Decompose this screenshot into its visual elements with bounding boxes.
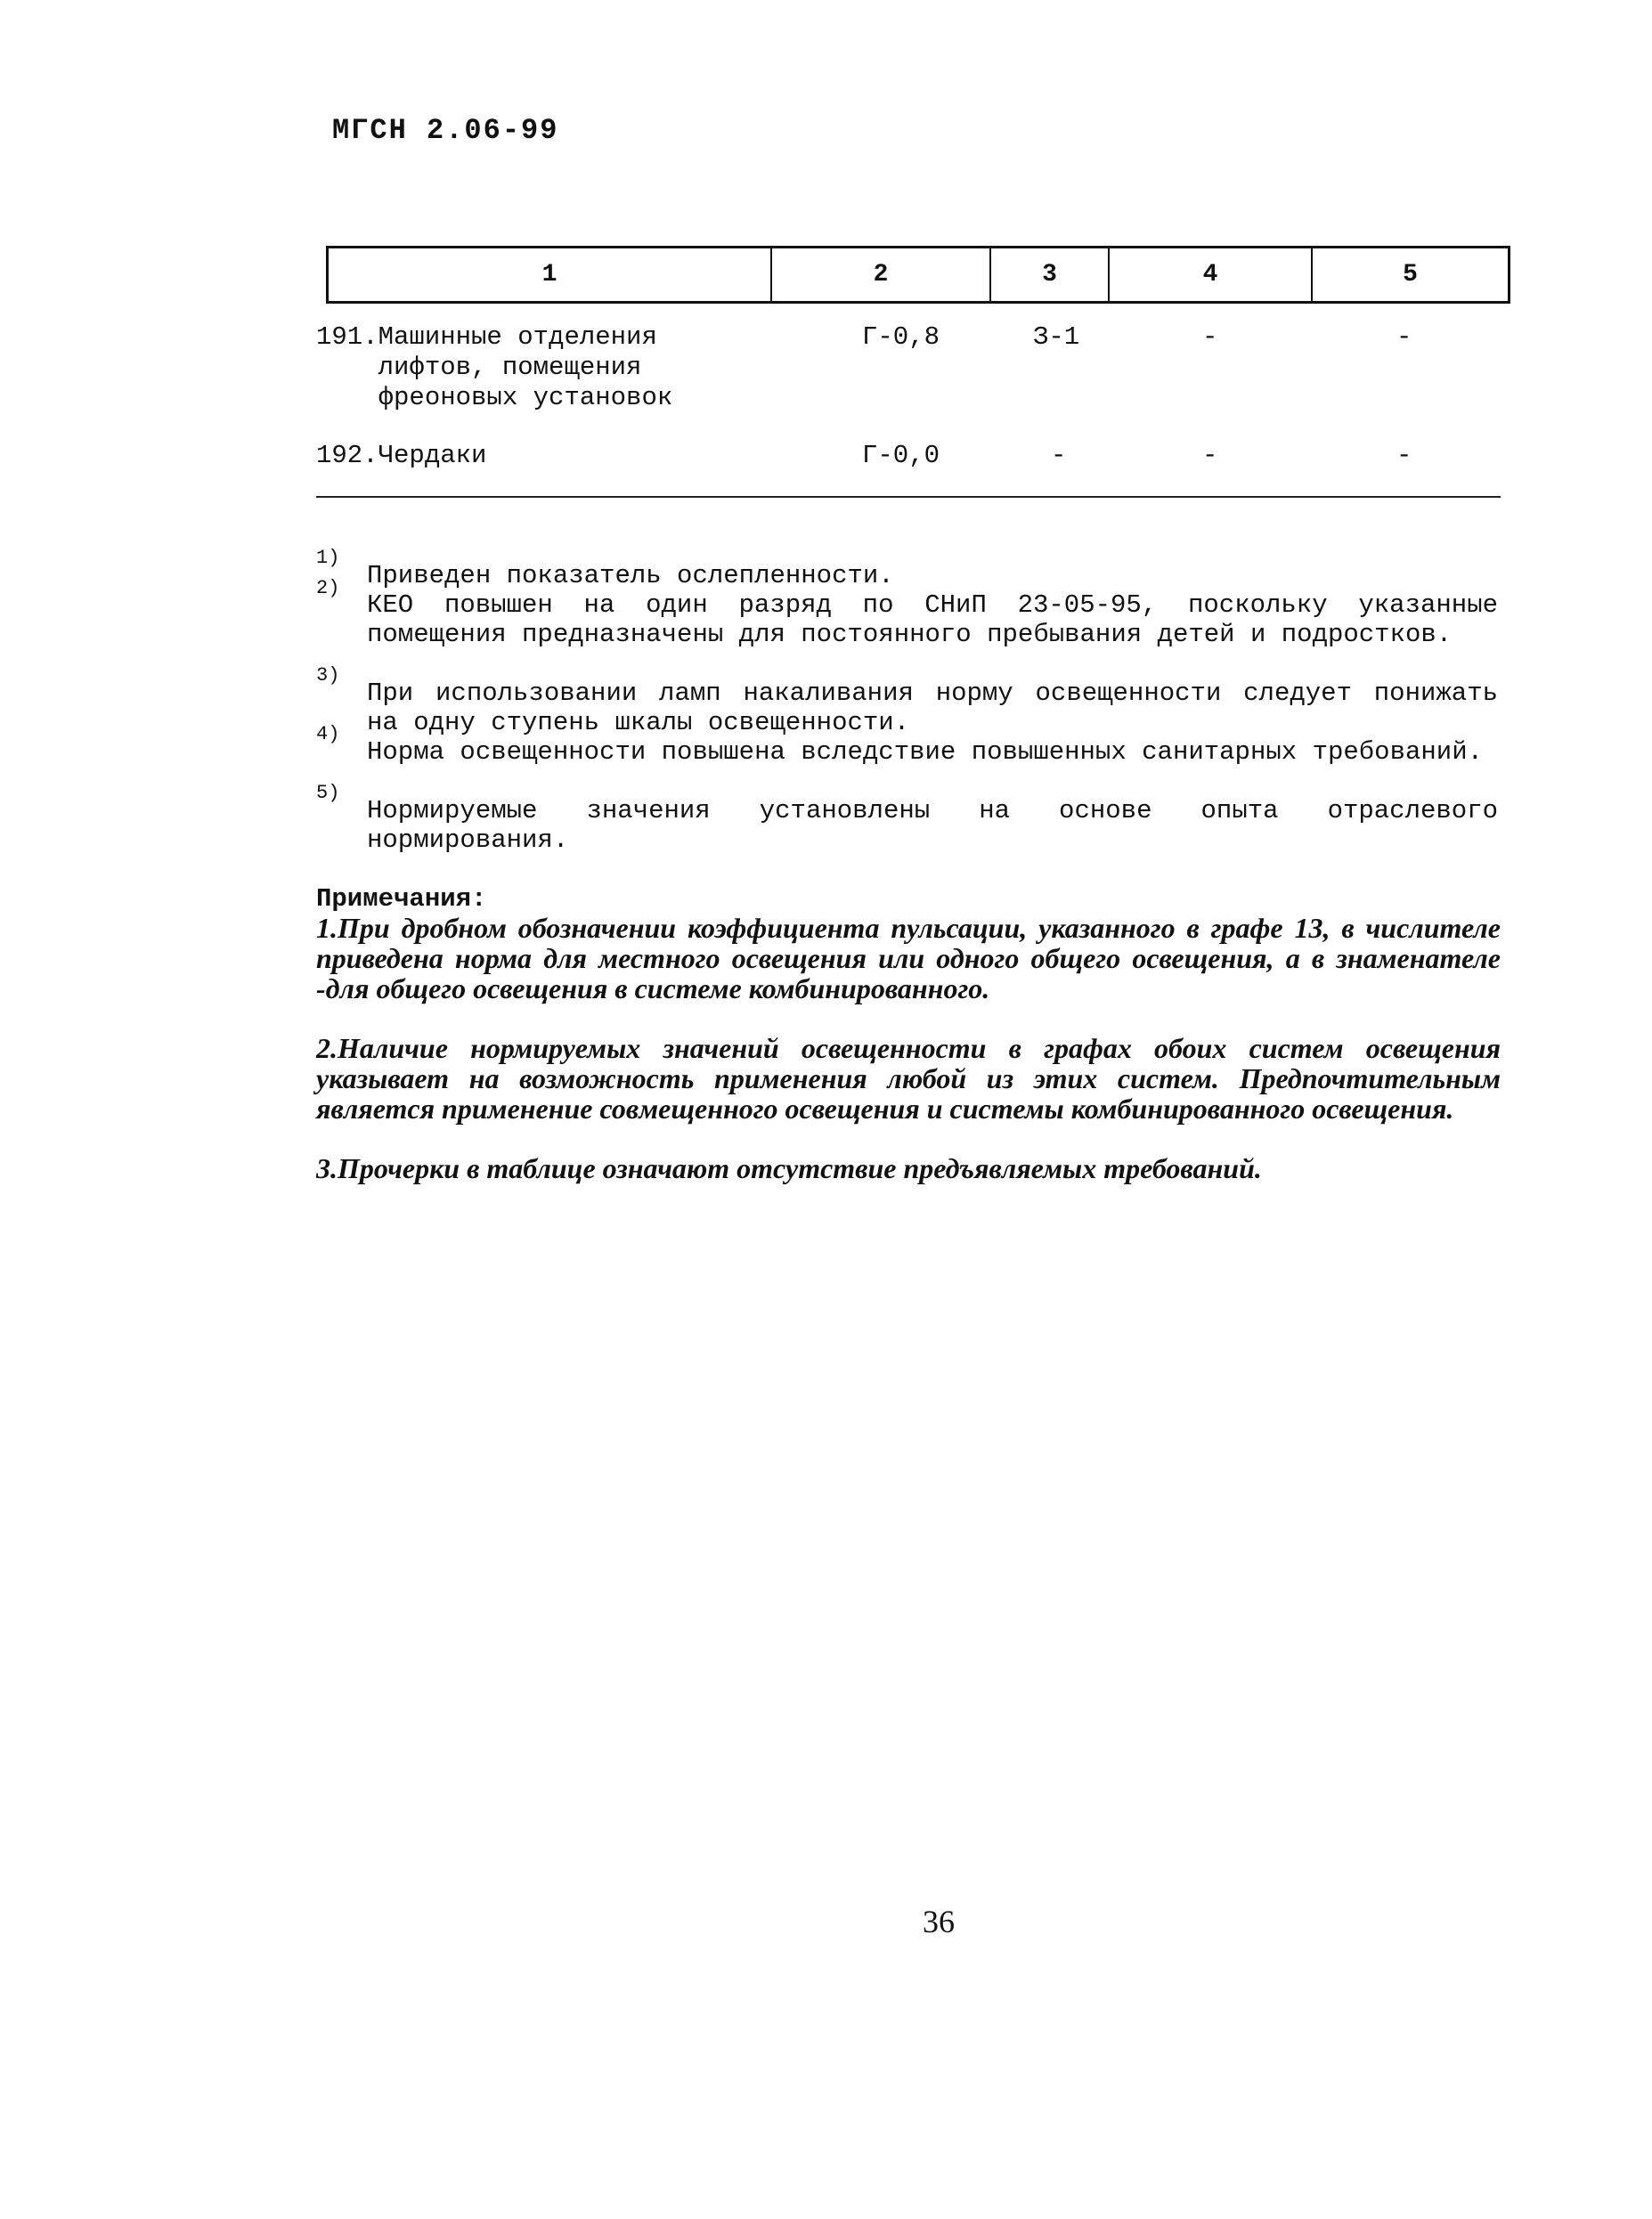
- row-value-col2: Г-0,0: [862, 441, 940, 470]
- footnote-marker: 5): [316, 782, 340, 804]
- footnote-marker: 2): [316, 577, 340, 599]
- column-header-3: 3: [991, 248, 1110, 301]
- column-header-5: 5: [1403, 261, 1418, 289]
- notes-heading: Примечания:: [316, 884, 487, 914]
- note-item: 1.При дробном обозначении коэффициента пульсации, указанного в графе 13, в числителе приведена норма для местного освещения или одного общего освещения, а в знаменателе -для общего освещения в системе комбинированного.: [316, 912, 1501, 1004]
- note-item: 3.Прочерки в таблице означают отсутствие предъявляемых требований.: [316, 1152, 1262, 1184]
- row-value-col3: З-1: [1033, 322, 1080, 352]
- column-header-2: 2: [772, 248, 991, 301]
- footnote-text: При использовании ламп накаливания норму освещенности следует понижать на одну ступень шкалы освещенности.: [367, 679, 1498, 737]
- row-value-col5: -: [1396, 322, 1412, 352]
- footnote-text: Приведен показатель ослепленности.: [367, 561, 894, 590]
- table-bottom-rule: [316, 496, 1501, 498]
- column-header-1: 1: [329, 248, 772, 301]
- footnote-text: Нормируемые значения установлены на основе опыта отраслевого нормирования.: [367, 796, 1498, 855]
- footnote-marker: 1): [316, 547, 340, 569]
- footnote-marker: 4): [316, 723, 340, 745]
- note-item: 2.Наличие нормируемых значений освещенности в графах обоих систем освещения указывает на возможность применения любой из этих систем. Предпочтительным является применение совмещенного освещения и системы комбинированного освещения.: [316, 1032, 1501, 1125]
- footnote-marker: 3): [316, 664, 340, 687]
- row-value-col4: -: [1202, 441, 1218, 470]
- footnote-text: КЕО повышен на один разряд по СНиП 23-05-95, поскольку указанные помещения предназначены для постоянного пребывания детей и подростков.: [367, 590, 1498, 649]
- row-name: 192.Чердаки: [316, 441, 487, 470]
- page-number: 36: [923, 1904, 955, 1939]
- row-value-col2: Г-0,8: [862, 322, 940, 352]
- table-header: [326, 246, 1510, 304]
- row-name: 191.Машинные отделения лифтов, помещения фреоновых установок: [316, 322, 673, 412]
- document-code: МГСН 2.06-99: [332, 114, 559, 147]
- row-value-col3: -: [1051, 441, 1067, 470]
- column-header-4: 4: [1110, 248, 1313, 301]
- row-value-col5: -: [1396, 441, 1412, 470]
- row-value-col4: -: [1202, 322, 1218, 352]
- footnote-text: Норма освещенности повышена вследствие повышенных санитарных требований.: [367, 737, 1484, 767]
